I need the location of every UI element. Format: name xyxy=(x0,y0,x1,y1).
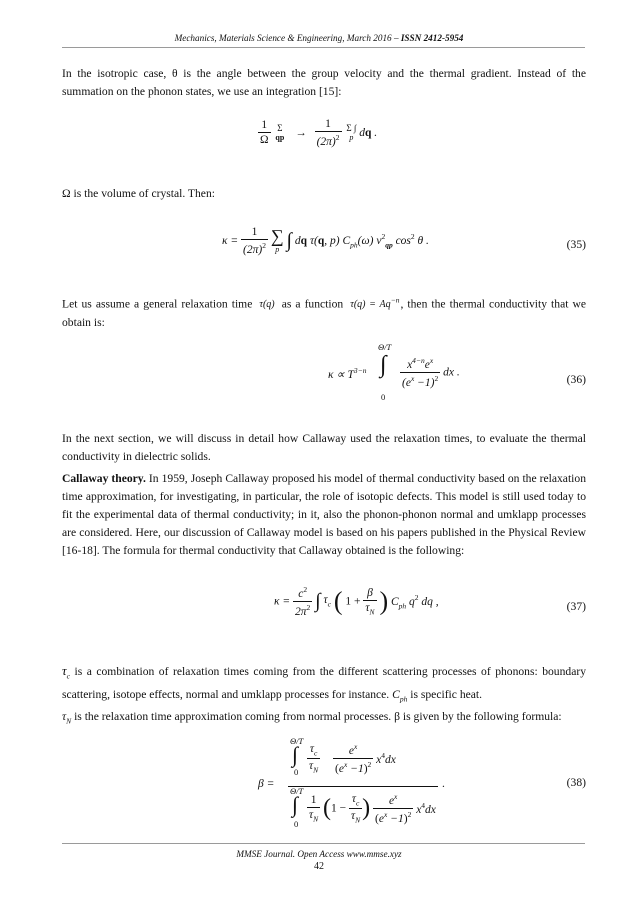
header-divider xyxy=(62,47,585,48)
equation-35-number: (35) xyxy=(566,238,586,251)
paragraph-callaway-theory: Callaway theory. In 1959, Joseph Callaway proposed his model of thermal conductivity based on the relaxation time approximation, for investigating, in particular, the role of isotopic defects. This model is still used today to fit the experimental data of thermal conductivity; in it, also the phonon-phonon normal and umklapp processes are considered. Here, our discussion of Callaway model is based on his papers published in the Physical Review [16-18]. The formula for thermal conductivity that Callaway obtained is the following: xyxy=(62,472,586,557)
paragraph-relaxation-time: Let us assume a general relaxation time τ(q) as a function $\tau(q) = Aq^{-n}$, then the thermal conductivity that we obtain is: xyxy=(62,296,586,330)
footer-divider xyxy=(62,843,585,844)
fraction-one-over-omega: $\frac{1}{\Omega}$ xyxy=(260,119,269,147)
equation-36-number: (36) xyxy=(566,373,586,386)
header-journal-text: Mechanics, Materials Science & Engineering, March 2016 – xyxy=(174,33,401,43)
equation-36: $\kappa \propto T^{3-n}$ Θ/T ∫ 0 $\frac{x^{4-n}e^x}{(e^x -1)^2}$ dx . (36) xyxy=(328,342,586,402)
header-issn: ISSN 2412-5954 xyxy=(400,33,464,43)
equation-35: κ = $\frac{1}{(2\pi)^2}$ ∑ p ∫ dq τ(q, p) $C_{ph}(\omega)$ $v^2_{qp}$ $\cos^2 \theta$ . (35) xyxy=(222,226,586,256)
running-header xyxy=(0,33,638,43)
paragraph-omega-volume: Ω is the volume of crystal. Then: xyxy=(62,187,215,200)
footer-journal-line: MMSE Journal. Open Access www.mmse.xyz xyxy=(236,849,402,859)
paragraph-next-section: In the next section, we will discuss in detail how Callaway used the relaxation times, to evaluate the thermal conductivity in dielectric solids. xyxy=(62,432,586,463)
equation-38-number: (38) xyxy=(566,776,586,789)
page-number: 42 xyxy=(314,861,324,872)
section-title-callaway: Callaway theory. xyxy=(62,472,146,485)
equation-37-number: (37) xyxy=(566,600,586,613)
equation-37: κ = $\frac{c^2}{2\pi^2}$ ∫ $\tau_c$ ( 1 + $\frac{\beta}{\tau_N}$ ) $C_{ph}$ $q^2$ dq , (37) xyxy=(274,585,586,618)
fraction-one-over-2pi-cubed: $\frac{1}{(2\pi)^2}$ xyxy=(316,118,340,148)
equation-38: β = Θ/T ∫ 0 $\frac{\tau_c}{\tau_N}$ $\frac{e^x}{(e^x -1)^2}$ $x^4dx$ . Θ/T ∫ 0 $\frac{1}{\tau_N}$ (1 − $\frac{\tau_c}{\tau_N}$ ) $\frac{e^x}{(e^x -1)^2}$ $x^4dx$ (38) xyxy=(258,736,586,829)
paragraph-isotropic: In the isotropic case, θ is the angle between the group velocity and the thermal gradient. Instead of the summation on the phonon states, we use an integration [15]: xyxy=(62,67,586,98)
paragraph-tau-c: $\tau_c$ is a combination of relaxation times coming from the different scattering processes of phonons: boundary scattering, isotope effects, normal and umklapp processes for instance. $C_{ph}$ is specific heat. $\tau_N$ is the relaxation time approximation coming from normal processes. β is given by the following formula: xyxy=(62,663,586,726)
equation-sum-to-integral: $\frac{1}{\Omega}$ Σ qp → $\frac{1}{(2\pi)^2}$ Σ ∫ p dq . xyxy=(260,118,378,148)
